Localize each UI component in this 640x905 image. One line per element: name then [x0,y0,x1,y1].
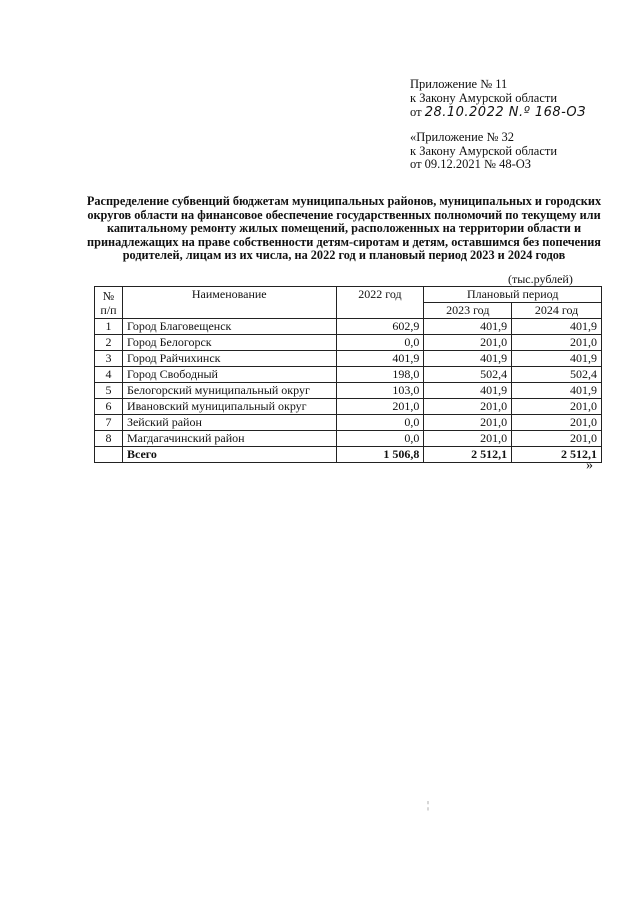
row-number: 8 [95,431,123,447]
row-number: 5 [95,383,123,399]
header-name: Наименование [122,287,336,319]
handwritten-date-number: 28.10.2022 N.º 168-ОЗ [424,105,586,120]
table-row [95,319,602,335]
annex-header [410,77,586,120]
row-number: 2 [95,335,123,351]
row-value-2022: 201,0 [336,399,424,415]
row-name: Белогорский муниципальный округ [122,383,336,399]
subsidy-table [94,286,602,463]
annex-date [410,105,586,120]
total-row [95,447,602,463]
row-value-2023: 201,0 [424,399,512,415]
row-value-2023: 401,9 [424,383,512,399]
row-name: Ивановский муниципальный округ [122,399,336,415]
header-2024: 2024 год [512,303,602,319]
row-value-2022: 602,9 [336,319,424,335]
table-header-row [95,287,602,303]
row-value-2022: 0,0 [336,415,424,431]
table-row [95,399,602,415]
table-row [95,415,602,431]
row-value-2022: 198,0 [336,367,424,383]
row-name: Город Белогорск [122,335,336,351]
row-name: Зейский район [122,415,336,431]
row-name: Город Свободный [122,367,336,383]
row-value-2024: 201,0 [512,335,602,351]
document-title: Распределение субвенций бюджетам муниципальных районов, муниципальных и городских округов области на финансовое обеспечение государственных полномочий по текущему или капитальному ремонту жилых помещений, расположенных на территории области и принадлежащих на праве собственности детям-сиротам и детям, оставшимся без попечения родителей, лицам из их числа, на 2022 год и плановый период 2023 и 2024 годов [86,194,602,263]
row-number: 3 [95,351,123,367]
row-value-2022: 0,0 [336,431,424,447]
total-2024: 2 512,1 [512,447,602,463]
header-plan-period: Плановый период [424,287,602,303]
row-value-2023: 201,0 [424,415,512,431]
total-number-cell [95,447,123,463]
row-value-2024: 401,9 [512,319,602,335]
table-body [95,319,602,463]
previous-annex-law-ref: к Закону Амурской области [410,143,558,158]
row-value-2023: 401,9 [424,351,512,367]
unit-label: (тыс.рублей) [508,272,573,286]
row-value-2024: 201,0 [512,431,602,447]
header-2022: 2022 год [336,287,424,319]
row-value-2023: 201,0 [424,335,512,351]
total-2023: 2 512,1 [424,447,512,463]
row-number: 6 [95,399,123,415]
row-value-2024: 401,9 [512,351,602,367]
row-name: Магдагачинский район [122,431,336,447]
row-name: Город Благовещенск [122,319,336,335]
annex-law-ref: к Закону Амурской области [410,91,558,105]
closing-quote: » [586,458,593,473]
previous-annex-date: от 09.12.2021 № 48-ОЗ [410,157,532,171]
table-row [95,351,602,367]
table-row [95,383,602,399]
row-value-2022: 0,0 [336,335,424,351]
row-value-2023: 201,0 [424,431,512,447]
row-value-2023: 502,4 [424,367,512,383]
table-row [95,335,602,351]
row-value-2022: 103,0 [336,383,424,399]
annex-number: Приложение № 11 [410,77,508,91]
row-value-2024: 201,0 [512,399,602,415]
header-num: № п/п [95,287,123,319]
header-2023: 2023 год [424,303,512,319]
previous-annex-number: «Приложение № 32 [410,130,515,144]
total-label: Всего [122,447,336,463]
row-value-2024: 201,0 [512,415,602,431]
page-mark: ¦ [427,800,430,811]
table-row [95,431,602,447]
row-number: 1 [95,319,123,335]
row-name: Город Райчихинск [122,351,336,367]
table-row [95,367,602,383]
row-value-2024: 401,9 [512,383,602,399]
total-2022: 1 506,8 [336,447,424,463]
row-number: 4 [95,367,123,383]
row-value-2023: 401,9 [424,319,512,335]
row-value-2024: 502,4 [512,367,602,383]
row-number: 7 [95,415,123,431]
row-value-2022: 401,9 [336,351,424,367]
previous-annex-header [410,131,557,172]
annex-date-prefix: от [410,105,422,119]
